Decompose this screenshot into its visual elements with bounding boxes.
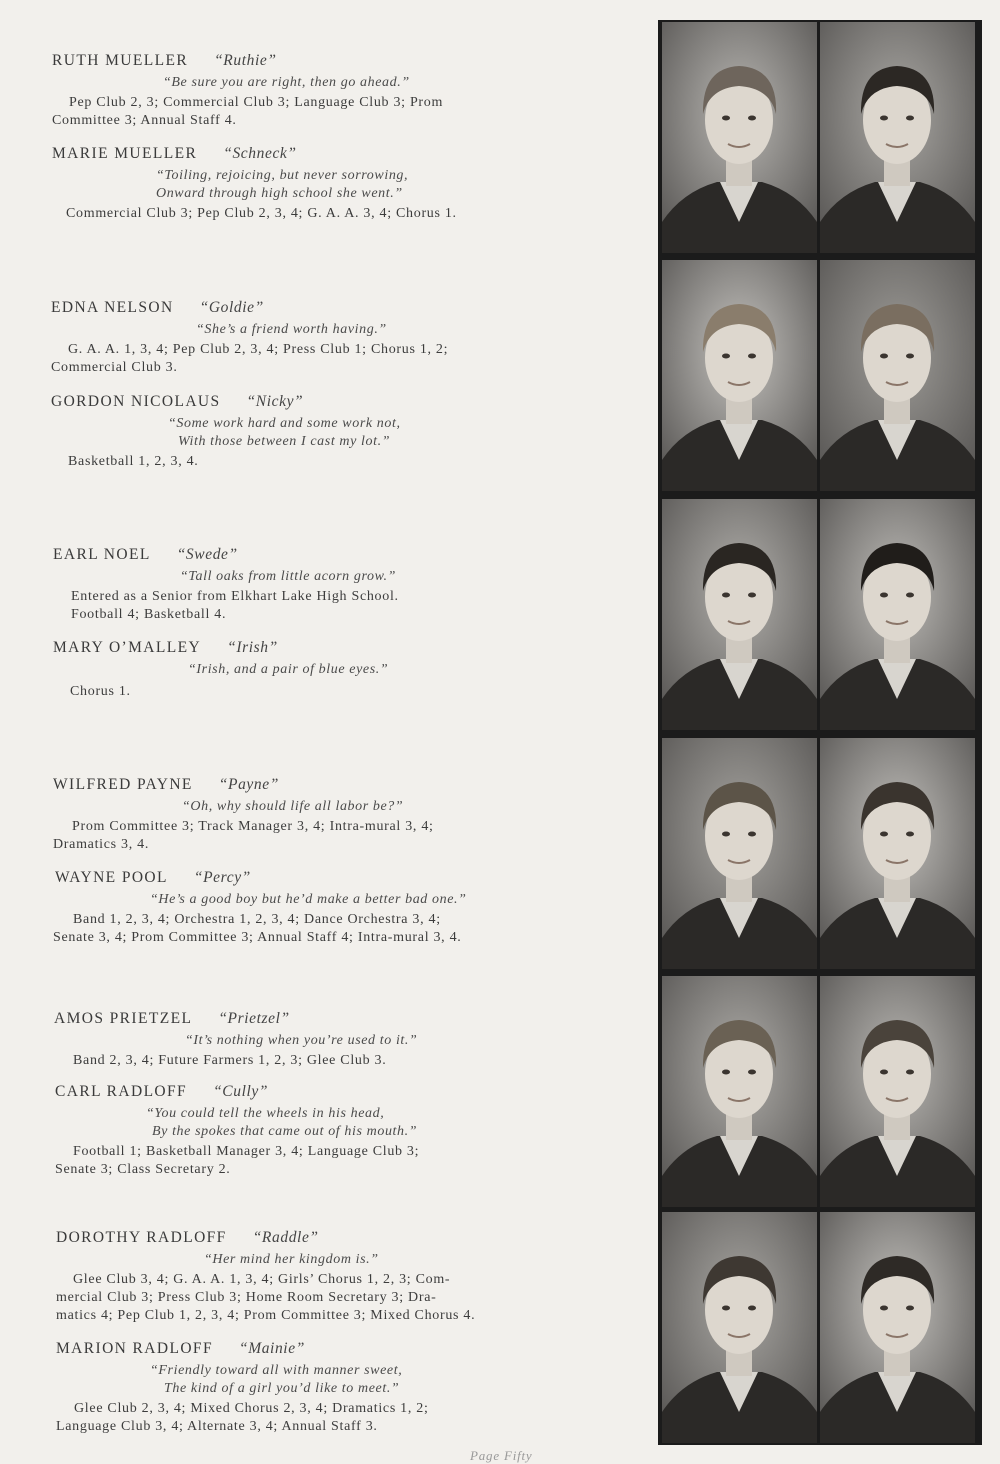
student-name: WAYNE POOL	[55, 869, 168, 886]
student-entry	[0, 52, 640, 130]
student-nickname: “Ruthie”	[214, 52, 277, 69]
student-portrait	[662, 22, 817, 253]
student-activities: Committee 3; Annual Staff 4.	[52, 113, 237, 128]
student-name: MARION RADLOFF	[56, 1340, 213, 1357]
student-entry	[0, 869, 640, 947]
student-portrait	[820, 499, 975, 730]
student-quote: “Toiling, rejoicing, but never sorrowing,	[156, 168, 409, 183]
student-activities: G. A. A. 1, 3, 4; Pep Club 2, 3, 4; Press Club 1; Chorus 1, 2;	[68, 342, 449, 357]
student-portrait	[662, 738, 817, 969]
student-quote: “Be sure you are right, then go ahead.”	[163, 75, 410, 90]
student-nickname: “Swede”	[176, 546, 238, 563]
student-activities: Pep Club 2, 3; Commercial Club 3; Language Club 3; Prom	[69, 95, 444, 110]
student-activities: mercial Club 3; Press Club 3; Home Room Secretary 3; Dra-	[56, 1290, 437, 1305]
student-portrait	[820, 738, 975, 969]
student-portrait	[820, 22, 975, 253]
student-name: CARL RADLOFF	[55, 1083, 188, 1100]
student-entry	[0, 1083, 640, 1179]
student-quote: “It’s nothing when you’re used to it.”	[185, 1033, 418, 1048]
student-activities: Dramatics 3, 4.	[53, 837, 150, 852]
student-entry	[0, 299, 640, 377]
student-portrait	[662, 499, 817, 730]
student-entry	[0, 1010, 640, 1070]
student-activities: Language Club 3, 4; Alternate 3, 4; Annual Staff 3.	[56, 1419, 378, 1434]
student-quote: By the spokes that came out of his mouth.”	[152, 1124, 418, 1139]
student-entry	[0, 1340, 640, 1436]
student-portrait	[662, 1212, 817, 1443]
student-name: RUTH MUELLER	[52, 52, 189, 69]
student-entry	[0, 1229, 640, 1325]
student-activities: Senate 3; Class Secretary 2.	[55, 1162, 231, 1177]
student-activities: Glee Club 3, 4; G. A. A. 1, 3, 4; Girls’ Chorus 1, 2, 3; Com-	[73, 1272, 451, 1287]
student-name: GORDON NICOLAUS	[51, 393, 221, 410]
student-activities: Senate 3, 4; Prom Committee 3; Annual Staff 4; Intra-mural 3, 4.	[53, 930, 462, 945]
student-quote: “Oh, why should life all labor be?”	[182, 799, 404, 814]
student-name: WILFRED PAYNE	[53, 776, 193, 793]
student-activities: matics 4; Pep Club 1, 2, 3, 4; Prom Committee 3; Mixed Chorus 4.	[56, 1308, 476, 1323]
student-quote: With those between I cast my lot.”	[178, 434, 391, 449]
student-activities: Glee Club 2, 3, 4; Mixed Chorus 2, 3, 4; Dramatics 1, 2;	[74, 1401, 429, 1416]
portrait-strip	[658, 20, 982, 1445]
student-portrait	[820, 976, 975, 1207]
student-quote: “Some work hard and some work not,	[168, 416, 401, 431]
student-activities: Band 2, 3, 4; Future Farmers 1, 2, 3; Glee Club 3.	[73, 1053, 387, 1068]
student-nickname: “Percy”	[193, 869, 251, 886]
page-number: Page Fifty	[470, 1448, 533, 1463]
student-activities: Basketball 1, 2, 3, 4.	[68, 454, 199, 469]
student-nickname: “Payne”	[218, 776, 279, 793]
student-activities: Band 1, 2, 3, 4; Orchestra 1, 2, 3, 4; Dance Orchestra 3, 4;	[73, 912, 441, 927]
student-activities: Commercial Club 3; Pep Club 2, 3, 4; G. A. A. 3, 4; Chorus 1.	[66, 206, 457, 221]
student-name: MARY O’MALLEY	[53, 639, 202, 656]
student-quote: “Irish, and a pair of blue eyes.”	[188, 662, 389, 677]
student-activities: Prom Committee 3; Track Manager 3, 4; Intra-mural 3, 4;	[72, 819, 434, 834]
student-quote: The kind of a girl you’d like to meet.”	[164, 1381, 400, 1396]
student-entry	[0, 393, 640, 471]
student-nickname: “Irish”	[227, 639, 278, 656]
student-activities: Chorus 1.	[70, 684, 131, 699]
student-portrait	[662, 260, 817, 491]
student-entry	[0, 546, 640, 624]
student-nickname: “Mainie”	[238, 1340, 305, 1357]
student-activities: Football 1; Basketball Manager 3, 4; Language Club 3;	[73, 1144, 420, 1159]
student-activities: Entered as a Senior from Elkhart Lake High School.	[71, 589, 399, 604]
student-nickname: “Prietzel”	[218, 1010, 290, 1027]
student-name: MARIE MUELLER	[52, 145, 198, 162]
student-portrait	[820, 260, 975, 491]
student-entry	[0, 639, 640, 701]
student-quote: “Tall oaks from little acorn grow.”	[180, 569, 396, 584]
student-activities: Football 4; Basketball 4.	[71, 607, 227, 622]
student-nickname: “Nicky”	[246, 393, 304, 410]
student-name: DOROTHY RADLOFF	[56, 1229, 227, 1246]
student-entry	[0, 145, 640, 223]
student-entry	[0, 776, 640, 854]
student-name: EDNA NELSON	[51, 299, 174, 316]
student-nickname: “Schneck”	[223, 145, 297, 162]
student-quote: “He’s a good boy but he’d make a better bad one.”	[150, 892, 467, 907]
student-name: EARL NOEL	[53, 546, 151, 563]
student-quote: Onward through high school she went.”	[156, 186, 403, 201]
student-portrait	[662, 976, 817, 1207]
student-quote: “Friendly toward all with manner sweet,	[150, 1363, 403, 1378]
student-activities: Commercial Club 3.	[51, 360, 178, 375]
student-nickname: “Goldie”	[199, 299, 264, 316]
student-quote: “Her mind her kingdom is.”	[204, 1252, 379, 1267]
student-quote: “She’s a friend worth having.”	[196, 322, 387, 337]
student-nickname: “Cully”	[213, 1083, 269, 1100]
student-portrait	[820, 1212, 975, 1443]
student-quote: “You could tell the wheels in his head,	[146, 1106, 385, 1121]
student-nickname: “Raddle”	[252, 1229, 319, 1246]
student-name: AMOS PRIETZEL	[54, 1010, 193, 1027]
